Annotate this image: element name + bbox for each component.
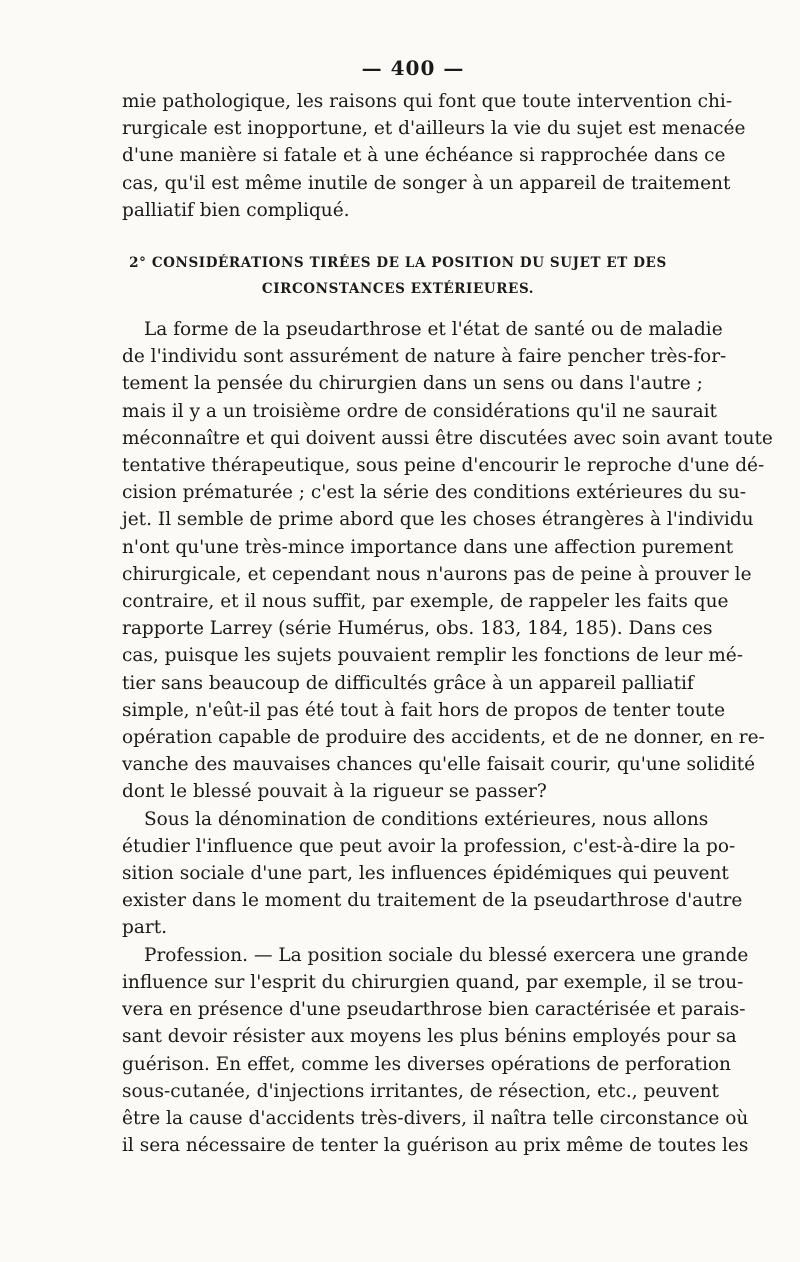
- text-line: La forme de la pseudarthrose et l'état de santé ou de maladie: [144, 319, 723, 341]
- text-line: être la cause d'accidents très-divers, il naîtra telle circonstance où: [122, 1107, 749, 1129]
- text-line: vanche des mauvaises chances qu'elle faisait courir, qu'une solidité: [122, 754, 756, 776]
- text-line: mais il y a un troisième ordre de considérations qu'il ne saurait: [122, 400, 717, 422]
- text-line: sous-cutanée, d'injections irritantes, de résection, etc., peuvent: [122, 1080, 719, 1102]
- text-line: sition sociale d'une part, les influences épidémiques qui peuvent: [122, 863, 729, 885]
- text-line: d'une manière si fatale et à une échéance si rapprochée dans ce: [122, 145, 726, 167]
- paragraph-forme: [122, 316, 773, 806]
- text-line: cas, qu'il est même inutile de songer à un appareil de traitement: [122, 172, 731, 194]
- text-line: dont le blessé pouvait à la rigueur se passer?: [122, 781, 547, 803]
- paragraph-conditions: [122, 806, 743, 942]
- text-line: vera en présence d'une pseudarthrose bien caractérisée et parais-: [122, 999, 746, 1021]
- text-line: simple, n'eût-il pas été tout à fait hors de propos de tenter toute: [122, 699, 726, 721]
- text-line: mie pathologique, les raisons qui font que toute intervention chi-: [122, 91, 733, 112]
- text-line: rurgicale est inopportune, et d'ailleurs la vie du sujet est menacée: [122, 118, 746, 140]
- text-line: sant devoir résister aux moyens les plus bénins employés pour sa: [122, 1026, 737, 1048]
- text-line: étudier l'influence que peut avoir la profession, c'est-à-dire la po-: [122, 835, 736, 857]
- text-line: méconnaître et qui doivent aussi être discutées avec soin avant toute: [122, 427, 773, 449]
- text-line: contraire, et il nous suffit, par exemple, de rappeler les faits que: [122, 591, 729, 613]
- text-line: exister dans le moment du traitement de la pseudarthrose d'autre: [122, 890, 743, 912]
- text-line: Profession. — La position sociale du blessé exercera une grande: [144, 944, 749, 966]
- text-line: tement la pensée du chirurgien dans un sens ou dans l'autre ;: [122, 373, 703, 395]
- text-line: tier sans beaucoup de difficultés grâce à un appareil palliatif: [122, 672, 694, 694]
- section-heading-line-1: 2° CONSIDÉRATIONS TIRÉES DE LA POSITION DU SUJET ET DES: [129, 255, 667, 272]
- paragraph-intro: [122, 88, 746, 224]
- text-line: cas, puisque les sujets pouvaient remplir les fonctions de leur mé-: [122, 645, 743, 667]
- text-line: influence sur l'esprit du chirurgien quand, par exemple, il se trou-: [122, 971, 744, 993]
- text-line: part.: [122, 917, 168, 939]
- text-line: rapporte Larrey (série Humérus, obs. 183, 184, 185). Dans ces: [122, 618, 713, 640]
- text-line: cision prématurée ; c'est la série des conditions extérieures du su-: [122, 482, 746, 504]
- text-line: il sera nécessaire de tenter la guérison au prix même de toutes les: [122, 1135, 749, 1157]
- text-line: tentative thérapeutique, sous peine d'encourir le reproche d'une dé-: [122, 455, 765, 477]
- text-line: opération capable de produire des accidents, et de ne donner, en re-: [122, 727, 765, 749]
- text-line: jet. Il semble de prime abord que les choses étrangères à l'individu: [122, 509, 754, 531]
- text-line: chirurgicale, et cependant nous n'aurons pas de peine à prouver le: [122, 563, 752, 585]
- text-line: n'ont qu'une très-mince importance dans une affection purement: [122, 536, 734, 558]
- section-heading-line-2: CIRCONSTANCES EXTÉRIEURES.: [261, 281, 535, 298]
- paragraph-profession: [122, 942, 749, 1160]
- text-line: Sous la dénomination de conditions extérieures, nous allons: [144, 808, 709, 830]
- text-line: de l'individu sont assurément de nature à faire pencher très-for-: [122, 346, 727, 368]
- page-number: — 400 —: [361, 56, 465, 80]
- text-line: palliatif bien compliqué.: [122, 199, 350, 221]
- section-heading: [122, 250, 674, 302]
- text-line: guérison. En effet, comme les diverses opérations de perforation: [122, 1053, 731, 1075]
